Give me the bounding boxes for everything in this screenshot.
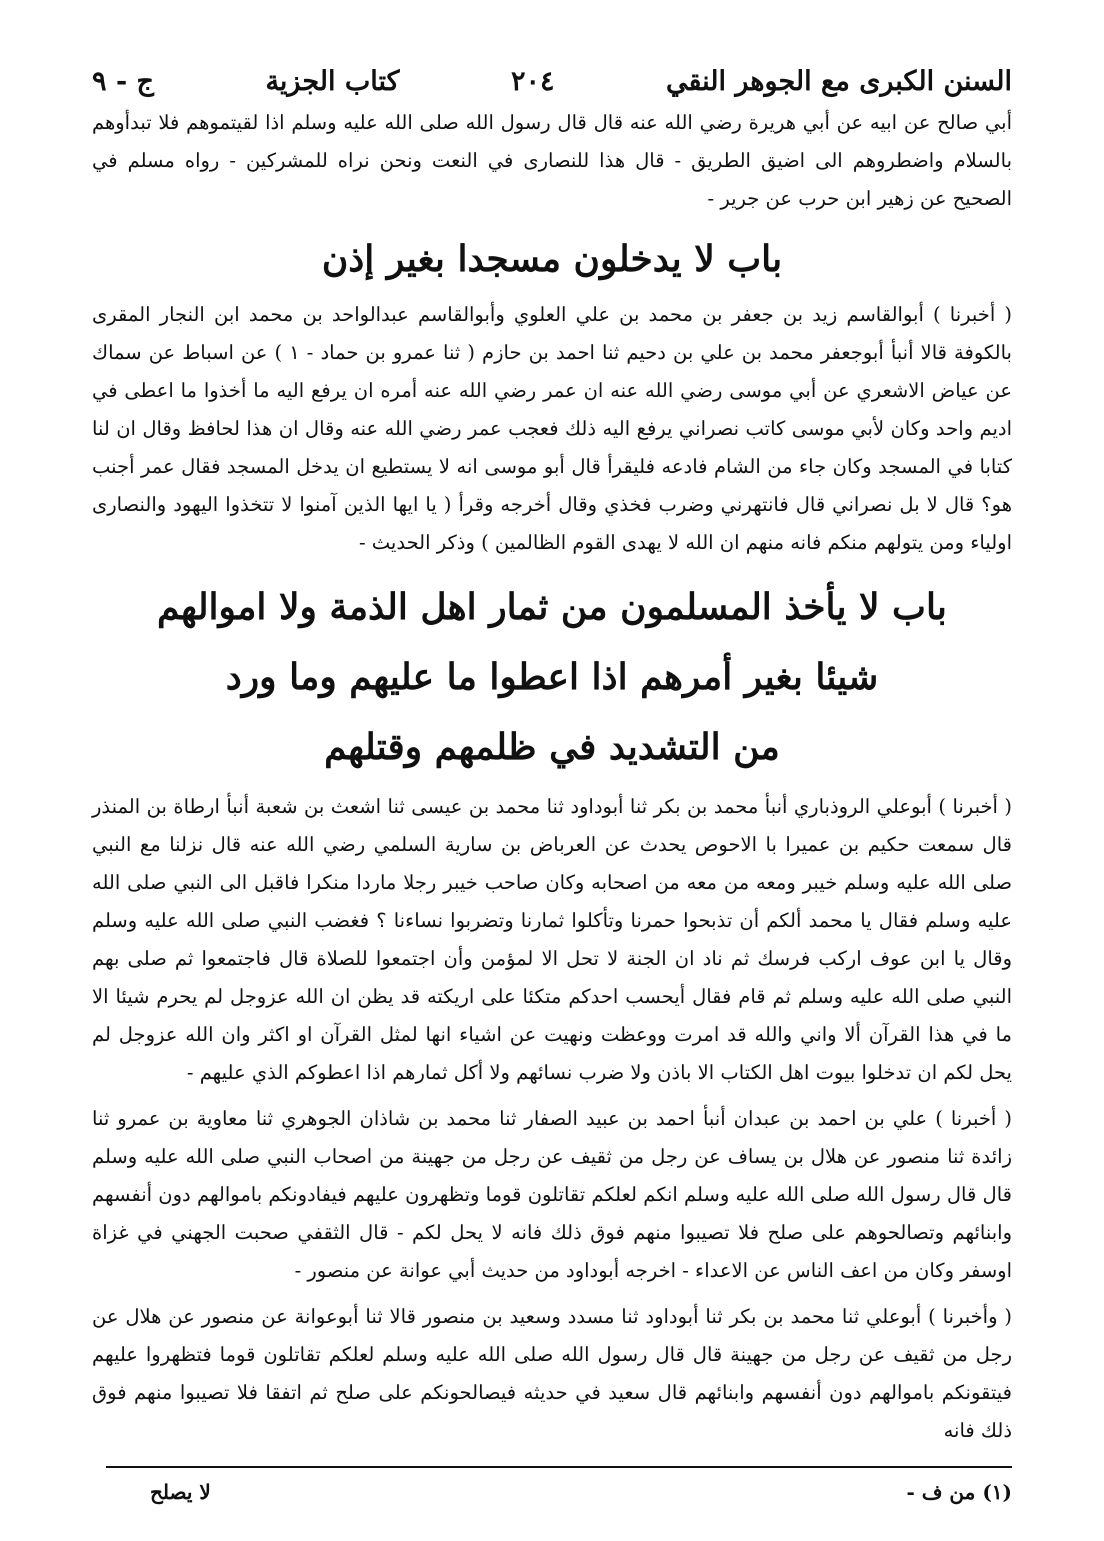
page-number: ٢٠٤ — [510, 66, 555, 97]
paragraph-hadith: ( أخبرنا ) علي بن احمد بن عبدان أنبأ احمد بن عبيد الصفار ثنا محمد بن شاذان الجوهري ثنا معاوية بن عمرو ثنا زائدة ثنا منصور عن هلال بن يساف عن رجل من ثقيف عن رجل من جهينة من اصحاب النبي صلى الله عليه وسلم قال قال رسول الله صلى الله عليه وسلم انكم لعلكم تقاتلون قوما وتظهرون عليهم فيفادونكم باموالهم دون أنفسهم وابنائهم وتصالحوهم على صلح فلا تصيبوا منهم فوق ذلك فانه لا يحل لكم - قال الثقفي صحبت الجهني في غزاة اوسفر وكان من اعف الناس عن الاعداء - اخرجه أبوداود من حديث أبي عوانة عن منصور - — [92, 1107, 1012, 1282]
footnote-divider — [106, 1466, 1012, 1468]
heading-line: من التشديد في ظلمهم وقتلهم — [324, 726, 780, 768]
book-title: السنن الكبرى مع الجوهر النقي — [665, 66, 1012, 97]
paragraph-continuation: أبي صالح عن ابيه عن أبي هريرة رضي الله عنه قال قال رسول الله صلى الله عليه وسلم اذا لقيتموهم فلا تبدأوهم بالسلام واضطروهم الى اضيق الطريق - قال هذا للنصارى في النعت ونحن نراه للمشركين - رواه مسلم في الصحيح عن زهير ابن حرب عن جرير - — [92, 111, 1012, 210]
chapter-title: كتاب الجزية — [265, 66, 400, 97]
footnote: (١) من ف - — [906, 1480, 1012, 1504]
section-heading-mosque — [92, 228, 1012, 290]
page-footer — [150, 1480, 1012, 1504]
running-header — [92, 62, 1012, 102]
heading-line: باب لا يدخلون مسجدا بغير إذن — [321, 238, 783, 280]
paragraph-hadith: ( أخبرنا ) أبوعلي الروذباري أنبأ محمد بن بكر ثنا أبوداود ثنا محمد بن عيسى ثنا اشعث بن شعبة أنبأ ارطاة بن المنذر قال سمعت حكيم بن عميرا با الاحوص يحدث عن العرباض بن سارية السلمي رضي الله عنه قال نزلنا مع النبي صلى الله عليه وسلم خيبر ومعه من معه من اصحابه وكان صاحب خيبر رجلا ماردا منكرا فاقبل الى النبي صلى الله عليه وسلم فقال يا محمد ألكم أن تذبحوا حمرنا وتأكلوا ثمارنا وتضربوا نساءنا ؟ فغضب النبي صلى الله عليه وسلم وقال يا ابن عوف اركب فرسك ثم ناد ان الجنة لا تحل الا لمؤمن وأن اجتمعوا للصلاة قال فاجتمعوا ثم صلى بهم النبي صلى الله عليه وسلم ثم قام فقال أيحسب احدكم متكئا على اريكته قد يظن ان الله عزوجل لم يحرم شيئا الا ما في هذا القرآن ألا واني والله قد امرت ووعظت ونهيت عن اشياء انها لمثل القرآن او اكثر وان الله عزوجل لم يحل لكم ان تدخلوا بيوت اهل الكتاب الا باذن ولا ضرب نسائهم ولا أكل ثمارهم اذا اعطوكم الذي عليهم - — [92, 795, 1013, 1084]
paragraph-hadith: ( أخبرنا ) أبوالقاسم زيد بن جعفر بن محمد بن علي العلوي وأبوالقاسم عبدالواحد بن محمد ابن النجار المقرى بالكوفة قالا أنبأ أبوجعفر محمد بن علي بن دحيم ثنا احمد بن حازم ( ثنا عمرو بن حماد - ١ ) عن اسباط عن سماك عن عياض الاشعري عن أبي موسى رضي الله عنه ان عمر رضي الله عنه أمره ان يرفع اليه ما أخذوا ما اعطى في اديم واحد وكان لأبي موسى كاتب نصراني يرفع اليه ذلك فعجب عمر رضي الله عنه وقال ان هذا لحافظ وقال ان لنا كتابا في المسجد وكان جاء من الشام فادعه فليقرأ قال أبو موسى انه لا يستطيع ان يدخل المسجد فقال عمر أجنب هو؟ قال لا بل نصراني قال فانتهرني وضرب فخذي وقال أخرجه وقرأ ( يا ايها الذين آمنوا لا تتخذوا اليهود والنصارى اولياء ومن يتولهم منكم فانه منهم ان الله لا يهدى القوم الظالمين ) وذكر الحديث - — [92, 303, 1012, 554]
heading-line: باب لا يأخذ المسلمون من ثمار اهل الذمة ولا اموالهم — [157, 586, 947, 628]
heading-line: شيئا بغير أمرهم اذا اعطوا ما عليهم وما ورد — [225, 656, 879, 698]
volume-number: ج - ٩ — [92, 66, 154, 97]
paragraph-hadith: ( وأخبرنا ) أبوعلي ثنا محمد بن بكر ثنا أبوداود ثنا مسدد وسعيد بن منصور قالا ثنا أبوعوانة عن منصور عن هلال عن رجل من ثقيف عن رجل من جهينة قال قال رسول الله صلى الله عليه وسلم لعلكم تقاتلون قوما فتظهروا عليهم فيتقونكم باموالهم دون أنفسهم وابنائهم قال سعيد في حديثه فيصالحونكم على صلح ثم اتفقا فلا تصيبوا منهم فوق ذلك فانه — [92, 1305, 1012, 1442]
section-heading-dhimma — [92, 572, 1012, 782]
catchword: لا يصلح — [150, 1480, 211, 1504]
